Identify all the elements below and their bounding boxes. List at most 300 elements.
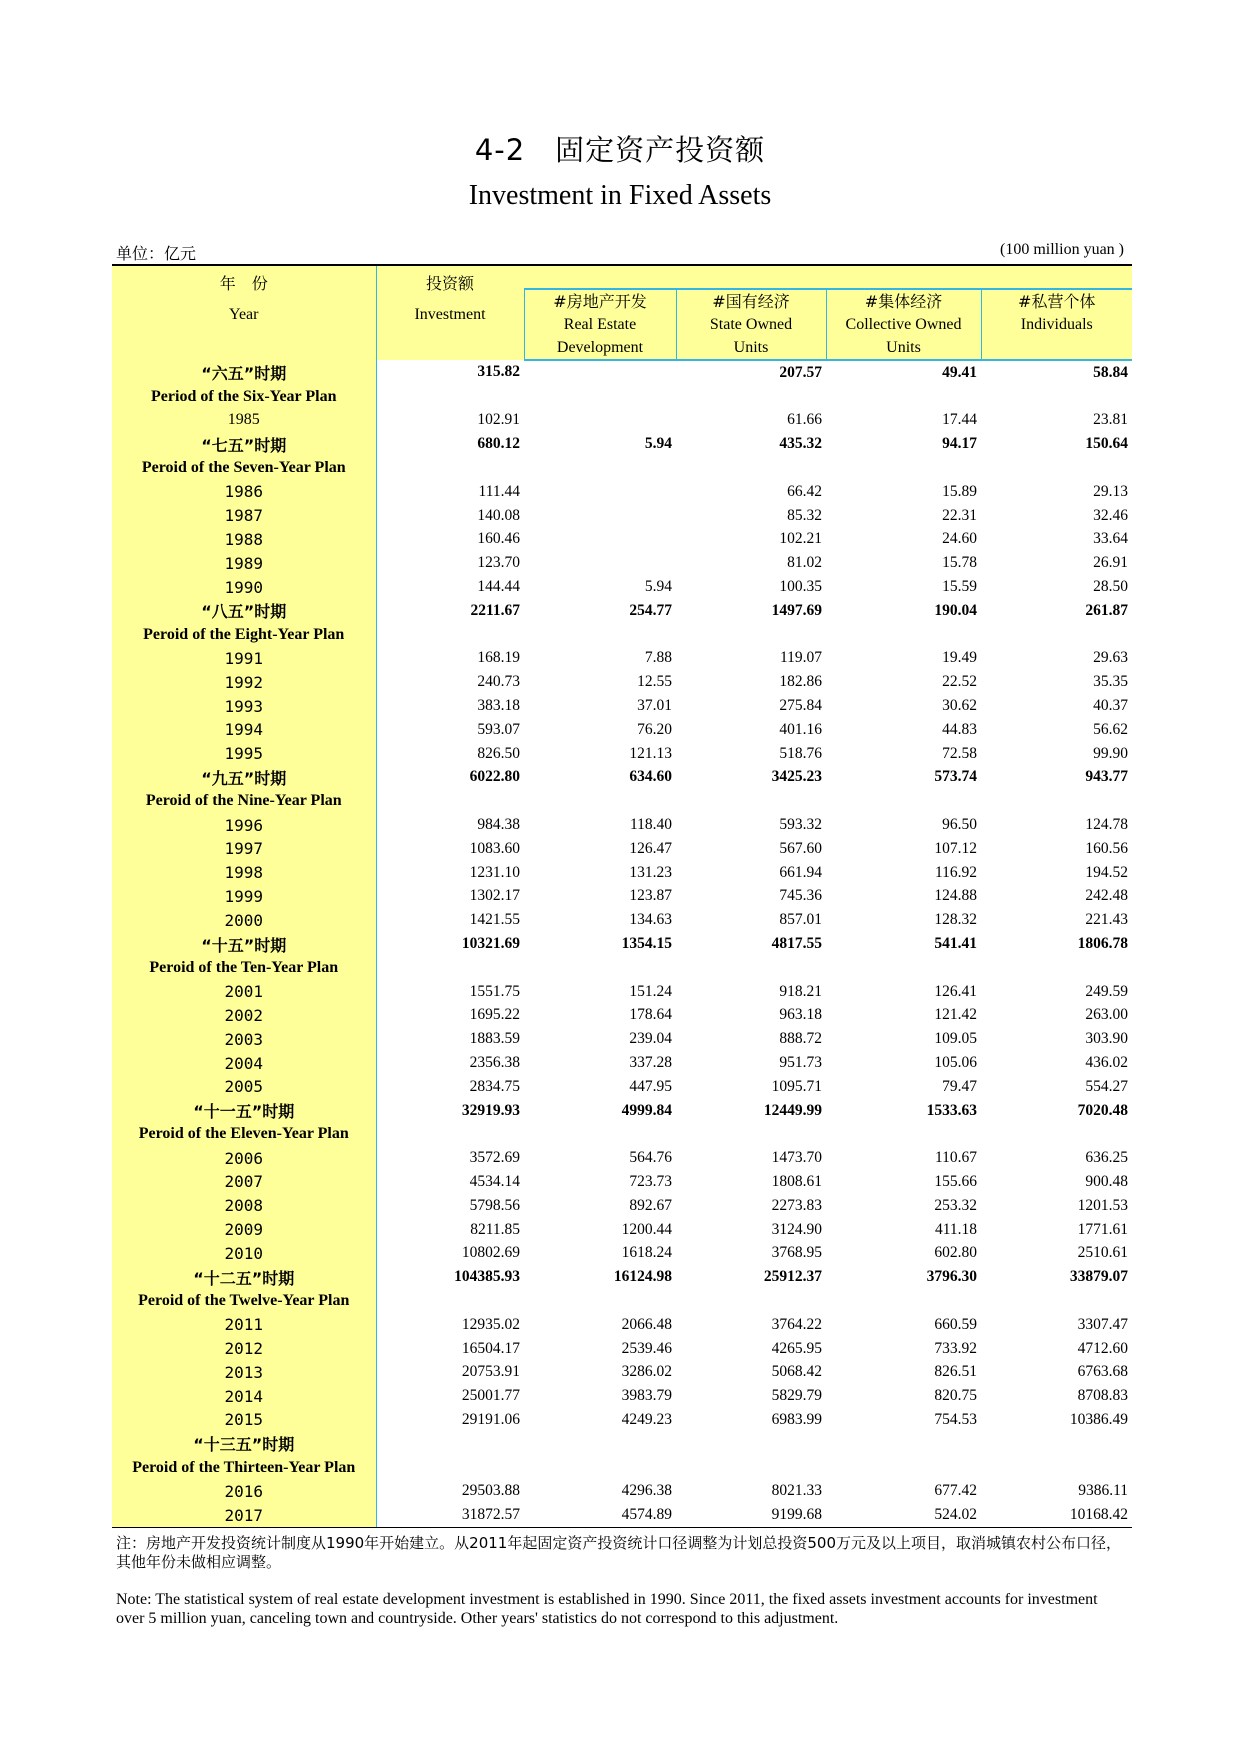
header-year-cn: 年 份 (219, 274, 268, 293)
cell-investment: 1421.55 (469, 911, 520, 929)
row-label: 2012 (112, 1337, 376, 1361)
cell-individuals: 99.90 (1093, 744, 1128, 762)
cell-collective: 116.92 (934, 863, 977, 881)
header-individuals-cn: #私营个体 (1018, 292, 1096, 311)
cell-real-estate: 2066.48 (621, 1315, 672, 1333)
cell-collective: 524.02 (826, 1503, 981, 1527)
cell-collective: 110.67 (934, 1149, 977, 1167)
period-row (112, 932, 1132, 956)
cell-collective: 573.74 (934, 768, 977, 786)
cell-investment: 1231.10 (469, 863, 520, 881)
cell-investment: 1695.22 (469, 1006, 520, 1024)
cell-state-owned: 3768.95 (771, 1244, 822, 1262)
cell-real-estate (524, 551, 676, 575)
row-label: 2017 (112, 1503, 376, 1527)
cell-individuals: 150.64 (1085, 435, 1128, 453)
cell-state-owned: 100.35 (779, 578, 822, 596)
header-state-owned-en1: State Owned (709, 316, 793, 333)
row-label: 2000 (112, 908, 376, 932)
cell-collective: 30.62 (942, 697, 977, 715)
cell-collective (826, 1123, 981, 1147)
header-collective-cn: #集体经济 (864, 292, 943, 311)
cell-individuals: 8708.83 (1077, 1387, 1128, 1405)
cell-individuals (981, 789, 1132, 813)
row-label: 2009 (112, 1218, 376, 1242)
cell-state-owned (676, 623, 826, 647)
table-row (112, 575, 1132, 599)
row-label: 2001 (112, 980, 376, 1004)
row-label: Peroid of the Thirteen-Year Plan (112, 1456, 376, 1480)
cell-investment: 16504.17 (461, 1339, 520, 1357)
cell-state-owned: 2273.83 (771, 1196, 822, 1214)
row-label: 1992 (112, 670, 376, 694)
row-label: Peroid of the Eight-Year Plan (112, 623, 376, 647)
cell-individuals: 23.81 (1093, 411, 1128, 429)
cell-investment: 6022.80 (469, 768, 520, 786)
cell-collective: 107.12 (934, 839, 977, 857)
cell-real-estate: 12.55 (637, 673, 672, 691)
row-label: Peroid of the Nine-Year Plan (112, 789, 376, 813)
cell-collective: 733.92 (934, 1339, 977, 1357)
cell-real-estate (524, 409, 676, 433)
table-row (112, 1337, 1132, 1361)
cell-individuals: 29.63 (1093, 649, 1128, 667)
cell-state-owned: 275.84 (779, 697, 822, 715)
cell-individuals (981, 1456, 1132, 1480)
cell-real-estate: 5.94 (644, 578, 672, 596)
plan-row (112, 1123, 1132, 1147)
cell-real-estate: 4999.84 (621, 1101, 672, 1119)
cell-investment: 4534.14 (469, 1172, 520, 1190)
cell-state-owned: 435.32 (779, 435, 822, 453)
header-real-estate-en2: Development (556, 339, 644, 356)
header-investment-cn: 投资额 (425, 274, 474, 293)
cell-individuals: 242.48 (1085, 887, 1128, 905)
cell-state-owned: 102.21 (779, 530, 822, 548)
cell-real-estate: 123.87 (629, 887, 672, 905)
cell-individuals: 900.48 (1085, 1172, 1128, 1190)
cell-collective (826, 1456, 981, 1480)
header-collective (826, 289, 981, 360)
cell-individuals (981, 956, 1132, 980)
cell-real-estate: 1200.44 (621, 1220, 672, 1238)
table-row (112, 813, 1132, 837)
cell-collective: 253.32 (934, 1196, 977, 1214)
cell-investment: 8211.85 (470, 1220, 520, 1238)
cell-collective: 1533.63 (926, 1101, 977, 1119)
cell-investment (376, 456, 524, 480)
cell-individuals: 303.90 (1085, 1030, 1128, 1048)
note-cn: 注：房地产开发投资统计制度从1990年开始建立。从2011年起固定资产投资统计口径调整为计划总投资500万元及以上项目，取消城镇农村公布口径，其他年份未做相应调整。 (116, 1534, 1121, 1571)
cell-real-estate: 76.20 (637, 720, 672, 738)
cell-real-estate (524, 1432, 676, 1456)
header-state-owned-cn: #国有经济 (712, 292, 790, 311)
header-state-owned-en2: Units (733, 339, 769, 356)
cell-real-estate: 16124.98 (613, 1268, 672, 1286)
cell-individuals: 6763.68 (1077, 1363, 1128, 1381)
cell-state-owned (676, 1289, 826, 1313)
cell-state-owned: 918.21 (779, 982, 822, 1000)
cell-state-owned: 4265.95 (771, 1339, 822, 1357)
cell-individuals: 554.27 (1085, 1077, 1128, 1095)
cell-state-owned: 8021.33 (771, 1482, 822, 1500)
cell-state-owned (676, 1456, 826, 1480)
cell-collective: 22.52 (942, 673, 977, 691)
page-title-en: Investment in Fixed Assets (468, 180, 772, 211)
table-row (112, 694, 1132, 718)
table-row (112, 528, 1132, 552)
investment-table (112, 264, 1132, 1528)
row-label: 1994 (112, 718, 376, 742)
table-row (112, 1051, 1132, 1075)
row-label: “七五”时期 (112, 432, 376, 456)
cell-collective: 602.80 (934, 1244, 977, 1262)
period-row (112, 766, 1132, 790)
row-label: Peroid of the Twelve-Year Plan (112, 1289, 376, 1313)
cell-investment (376, 956, 524, 980)
cell-collective: 15.78 (942, 554, 977, 572)
cell-collective: 109.05 (934, 1030, 977, 1048)
row-label: “九五”时期 (112, 766, 376, 790)
cell-state-owned: 61.66 (787, 411, 822, 429)
cell-state-owned: 857.01 (779, 911, 822, 929)
cell-collective: 79.47 (942, 1077, 977, 1095)
header-spacer (524, 265, 1132, 289)
cell-state-owned: 6983.99 (771, 1410, 822, 1428)
cell-collective (826, 1432, 981, 1456)
cell-individuals: 1771.61 (1077, 1220, 1128, 1238)
cell-investment: 2834.75 (469, 1077, 520, 1095)
header-individuals-en: Individuals (1020, 316, 1093, 333)
cell-collective: 190.04 (934, 601, 977, 619)
table-row (112, 718, 1132, 742)
cell-investment: 1883.59 (469, 1030, 520, 1048)
cell-state-owned: 593.32 (779, 816, 822, 834)
cell-state-owned (676, 956, 826, 980)
cell-state-owned: 9199.68 (676, 1503, 826, 1527)
cell-collective: 124.88 (934, 887, 977, 905)
row-label: 1987 (112, 504, 376, 528)
plan-row (112, 1289, 1132, 1313)
header-real-estate (524, 289, 676, 360)
cell-real-estate: 126.47 (629, 839, 672, 857)
cell-real-estate: 178.64 (629, 1006, 672, 1024)
cell-real-estate: 3983.79 (621, 1387, 672, 1405)
cell-individuals: 33879.07 (1069, 1268, 1128, 1286)
table-row (112, 885, 1132, 909)
cell-state-owned (676, 1123, 826, 1147)
cell-individuals: 10386.49 (1069, 1410, 1128, 1428)
cell-collective: 49.41 (942, 363, 977, 381)
cell-investment: 104385.93 (454, 1268, 520, 1286)
cell-state-owned: 66.42 (787, 482, 822, 500)
note-en: Note: The statistical system of real estate development investment is established in 1990. Since 2011, the fixed assets investment accounts for investment over 5 million yuan, canceling town and countryside. Other years' statistics do not correspond to this adjustment. (116, 1591, 1098, 1627)
row-label: “十二五”时期 (112, 1265, 376, 1289)
cell-investment: 123.70 (477, 554, 520, 572)
cell-individuals: 2510.61 (1077, 1244, 1128, 1262)
table-row (112, 1075, 1132, 1099)
table-row (112, 1027, 1132, 1051)
cell-real-estate (524, 1289, 676, 1313)
cell-real-estate: 118.40 (629, 816, 672, 834)
cell-individuals (981, 1432, 1132, 1456)
cell-real-estate: 447.95 (629, 1077, 672, 1095)
table-row (112, 1360, 1132, 1384)
cell-real-estate: 5.94 (644, 435, 672, 453)
cell-real-estate: 121.13 (629, 744, 672, 762)
cell-real-estate (524, 956, 676, 980)
cell-real-estate: 7.88 (644, 649, 672, 667)
row-label: “十一五”时期 (112, 1099, 376, 1123)
plan-row (112, 623, 1132, 647)
cell-real-estate: 4249.23 (621, 1410, 672, 1428)
cell-individuals: 263.00 (1085, 1006, 1128, 1024)
cell-state-owned (676, 1432, 826, 1456)
row-label: 2013 (112, 1360, 376, 1384)
header-collective-en1: Collective Owned (845, 316, 962, 333)
cell-investment: 3572.69 (469, 1149, 520, 1167)
row-label: 2004 (112, 1051, 376, 1075)
cell-real-estate: 1354.15 (621, 935, 672, 953)
cell-state-owned: 401.16 (779, 720, 822, 738)
cell-individuals: 40.37 (1093, 697, 1128, 715)
cell-individuals: 261.87 (1085, 601, 1128, 619)
cell-individuals: 29.13 (1093, 482, 1128, 500)
cell-collective: 3796.30 (926, 1268, 977, 1286)
cell-real-estate: 892.67 (629, 1196, 672, 1214)
table-row (112, 1194, 1132, 1218)
cell-real-estate: 131.23 (629, 863, 672, 881)
cell-individuals: 58.84 (1093, 363, 1128, 381)
row-label: 2006 (112, 1146, 376, 1170)
cell-state-owned: 951.73 (779, 1054, 822, 1071)
cell-collective: 17.44 (942, 411, 977, 429)
table-header (112, 265, 1132, 360)
row-label: “十三五”时期 (112, 1432, 376, 1456)
cell-real-estate: 2539.46 (621, 1339, 672, 1357)
cell-state-owned: 661.94 (779, 863, 822, 881)
cell-collective: 126.41 (934, 982, 977, 1000)
cell-individuals: 7020.48 (1077, 1101, 1128, 1119)
cell-investment: 12935.02 (461, 1315, 520, 1333)
cell-state-owned: 85.32 (787, 506, 822, 524)
cell-state-owned: 182.86 (779, 673, 822, 691)
cell-real-estate: 4574.89 (524, 1503, 676, 1527)
table-row (112, 1503, 1132, 1527)
row-label: 1996 (112, 813, 376, 837)
plan-row (112, 789, 1132, 813)
cell-investment: 140.08 (477, 506, 520, 524)
cell-real-estate: 4296.38 (621, 1482, 672, 1500)
table-row (112, 1313, 1132, 1337)
cell-investment: 111.44 (478, 482, 520, 500)
cell-investment: 10321.69 (461, 935, 520, 953)
cell-investment: 1302.17 (469, 887, 520, 905)
cell-investment: 593.07 (477, 720, 520, 738)
cell-real-estate: 37.01 (637, 697, 672, 715)
cell-investment: 826.50 (477, 744, 520, 762)
row-label: Period of the Six-Year Plan (112, 385, 376, 409)
cell-collective: 128.32 (934, 911, 977, 929)
cell-investment (376, 623, 524, 647)
cell-individuals (981, 1289, 1132, 1313)
plan-row (112, 456, 1132, 480)
cell-state-owned: 1095.71 (771, 1077, 822, 1095)
cell-individuals: 436.02 (1085, 1054, 1128, 1071)
row-label: 2003 (112, 1027, 376, 1051)
table-row (112, 1479, 1132, 1503)
row-label: Peroid of the Ten-Year Plan (112, 956, 376, 980)
cell-individuals (981, 623, 1132, 647)
cell-real-estate: 151.24 (629, 982, 672, 1000)
cell-investment: 10802.69 (461, 1244, 520, 1262)
cell-real-estate (524, 480, 676, 504)
table-row (112, 837, 1132, 861)
period-row (112, 1432, 1132, 1456)
period-row (112, 360, 1132, 385)
cell-individuals (981, 385, 1132, 409)
row-label: “六五”时期 (112, 360, 376, 385)
row-label: 1998 (112, 861, 376, 885)
table-row (112, 1384, 1132, 1408)
row-label: 2016 (112, 1479, 376, 1503)
cell-individuals: 249.59 (1085, 982, 1128, 1000)
cell-investment (376, 385, 524, 409)
cell-individuals (981, 456, 1132, 480)
unit-label-en: (100 million yuan ) (1000, 241, 1124, 258)
cell-state-owned: 25912.37 (763, 1268, 822, 1286)
row-label: 2014 (112, 1384, 376, 1408)
cell-individuals: 33.64 (1093, 530, 1128, 548)
cell-collective (826, 456, 981, 480)
cell-collective (826, 1289, 981, 1313)
header-investment-en: Investment (414, 306, 486, 323)
cell-investment: 984.38 (477, 816, 520, 834)
table-row (112, 980, 1132, 1004)
cell-collective: 411.18 (934, 1220, 977, 1238)
row-label: “八五”时期 (112, 599, 376, 623)
cell-individuals: 28.50 (1093, 578, 1128, 596)
cell-collective: 96.50 (942, 816, 977, 834)
cell-collective: 24.60 (942, 530, 977, 548)
row-label: 1999 (112, 885, 376, 909)
period-row (112, 432, 1132, 456)
cell-real-estate: 3286.02 (621, 1363, 672, 1381)
cell-collective: 660.59 (934, 1315, 977, 1333)
cell-investment: 680.12 (477, 435, 520, 453)
cell-investment (376, 1289, 524, 1313)
table-row (112, 861, 1132, 885)
table-row (112, 504, 1132, 528)
cell-individuals: 26.91 (1093, 554, 1128, 572)
cell-state-owned: 5829.79 (771, 1387, 822, 1405)
cell-state-owned: 3764.22 (771, 1315, 822, 1333)
cell-state-owned: 207.57 (779, 363, 822, 381)
cell-state-owned: 963.18 (779, 1006, 822, 1024)
cell-investment (376, 1456, 524, 1480)
cell-individuals: 1201.53 (1077, 1196, 1128, 1214)
cell-investment (376, 789, 524, 813)
cell-real-estate (524, 528, 676, 552)
cell-collective: 820.75 (934, 1387, 977, 1405)
cell-collective (826, 789, 981, 813)
cell-state-owned: 3124.90 (771, 1220, 822, 1238)
cell-individuals: 4712.60 (1077, 1339, 1128, 1357)
cell-collective: 19.49 (942, 649, 977, 667)
cell-investment: 383.18 (477, 697, 520, 715)
cell-investment: 315.82 (477, 363, 520, 381)
cell-investment: 20753.91 (461, 1363, 520, 1381)
cell-collective: 826.51 (934, 1363, 977, 1381)
header-year (112, 265, 376, 360)
cell-real-estate (524, 1123, 676, 1147)
plan-row (112, 385, 1132, 409)
cell-real-estate: 254.77 (629, 601, 672, 619)
row-label: 1985 (112, 409, 376, 433)
row-label: 1988 (112, 528, 376, 552)
row-label: 2007 (112, 1170, 376, 1194)
table-row (112, 908, 1132, 932)
cell-real-estate: 134.63 (629, 911, 672, 929)
table-body (112, 360, 1132, 1528)
cell-individuals: 10168.42 (981, 1503, 1132, 1527)
cell-real-estate: 1618.24 (621, 1244, 672, 1262)
cell-individuals: 35.35 (1093, 673, 1128, 691)
cell-investment: 29503.88 (461, 1482, 520, 1500)
cell-investment (376, 1123, 524, 1147)
table-row (112, 1004, 1132, 1028)
header-investment (376, 265, 524, 360)
plan-row (112, 956, 1132, 980)
cell-state-owned: 567.60 (779, 839, 822, 857)
cell-real-estate: 337.28 (629, 1054, 672, 1071)
cell-state-owned (676, 385, 826, 409)
row-label: Peroid of the Eleven-Year Plan (112, 1123, 376, 1147)
cell-investment: 1083.60 (469, 839, 520, 857)
page-title-cn: 4-2 固定资产投资额 (474, 133, 766, 167)
cell-investment (376, 1432, 524, 1456)
cell-state-owned: 119.07 (779, 649, 822, 667)
cell-state-owned (676, 456, 826, 480)
row-label: 2015 (112, 1408, 376, 1432)
row-label: 2008 (112, 1194, 376, 1218)
header-state-owned (676, 289, 826, 360)
table-row (112, 742, 1132, 766)
table-row (112, 409, 1132, 433)
period-row (112, 599, 1132, 623)
cell-collective: 541.41 (934, 935, 977, 953)
header-real-estate-cn: #房地产开发 (553, 292, 647, 311)
header-real-estate-en1: Real Estate (563, 316, 637, 333)
cell-individuals: 636.25 (1085, 1149, 1128, 1167)
cell-individuals: 1806.78 (1077, 935, 1128, 953)
header-individuals (981, 289, 1132, 360)
cell-investment: 29191.06 (461, 1410, 520, 1428)
cell-investment: 160.46 (477, 530, 520, 548)
table-row (112, 1218, 1132, 1242)
cell-state-owned: 4817.55 (771, 935, 822, 953)
cell-real-estate (524, 360, 676, 385)
table-row (112, 1408, 1132, 1432)
cell-real-estate (524, 623, 676, 647)
cell-individuals: 221.43 (1085, 911, 1128, 929)
row-label: 2005 (112, 1075, 376, 1099)
cell-collective (826, 956, 981, 980)
row-label: 1990 (112, 575, 376, 599)
cell-investment: 2211.67 (470, 601, 520, 619)
cell-collective: 155.66 (934, 1172, 977, 1190)
cell-state-owned: 5068.42 (771, 1363, 822, 1381)
